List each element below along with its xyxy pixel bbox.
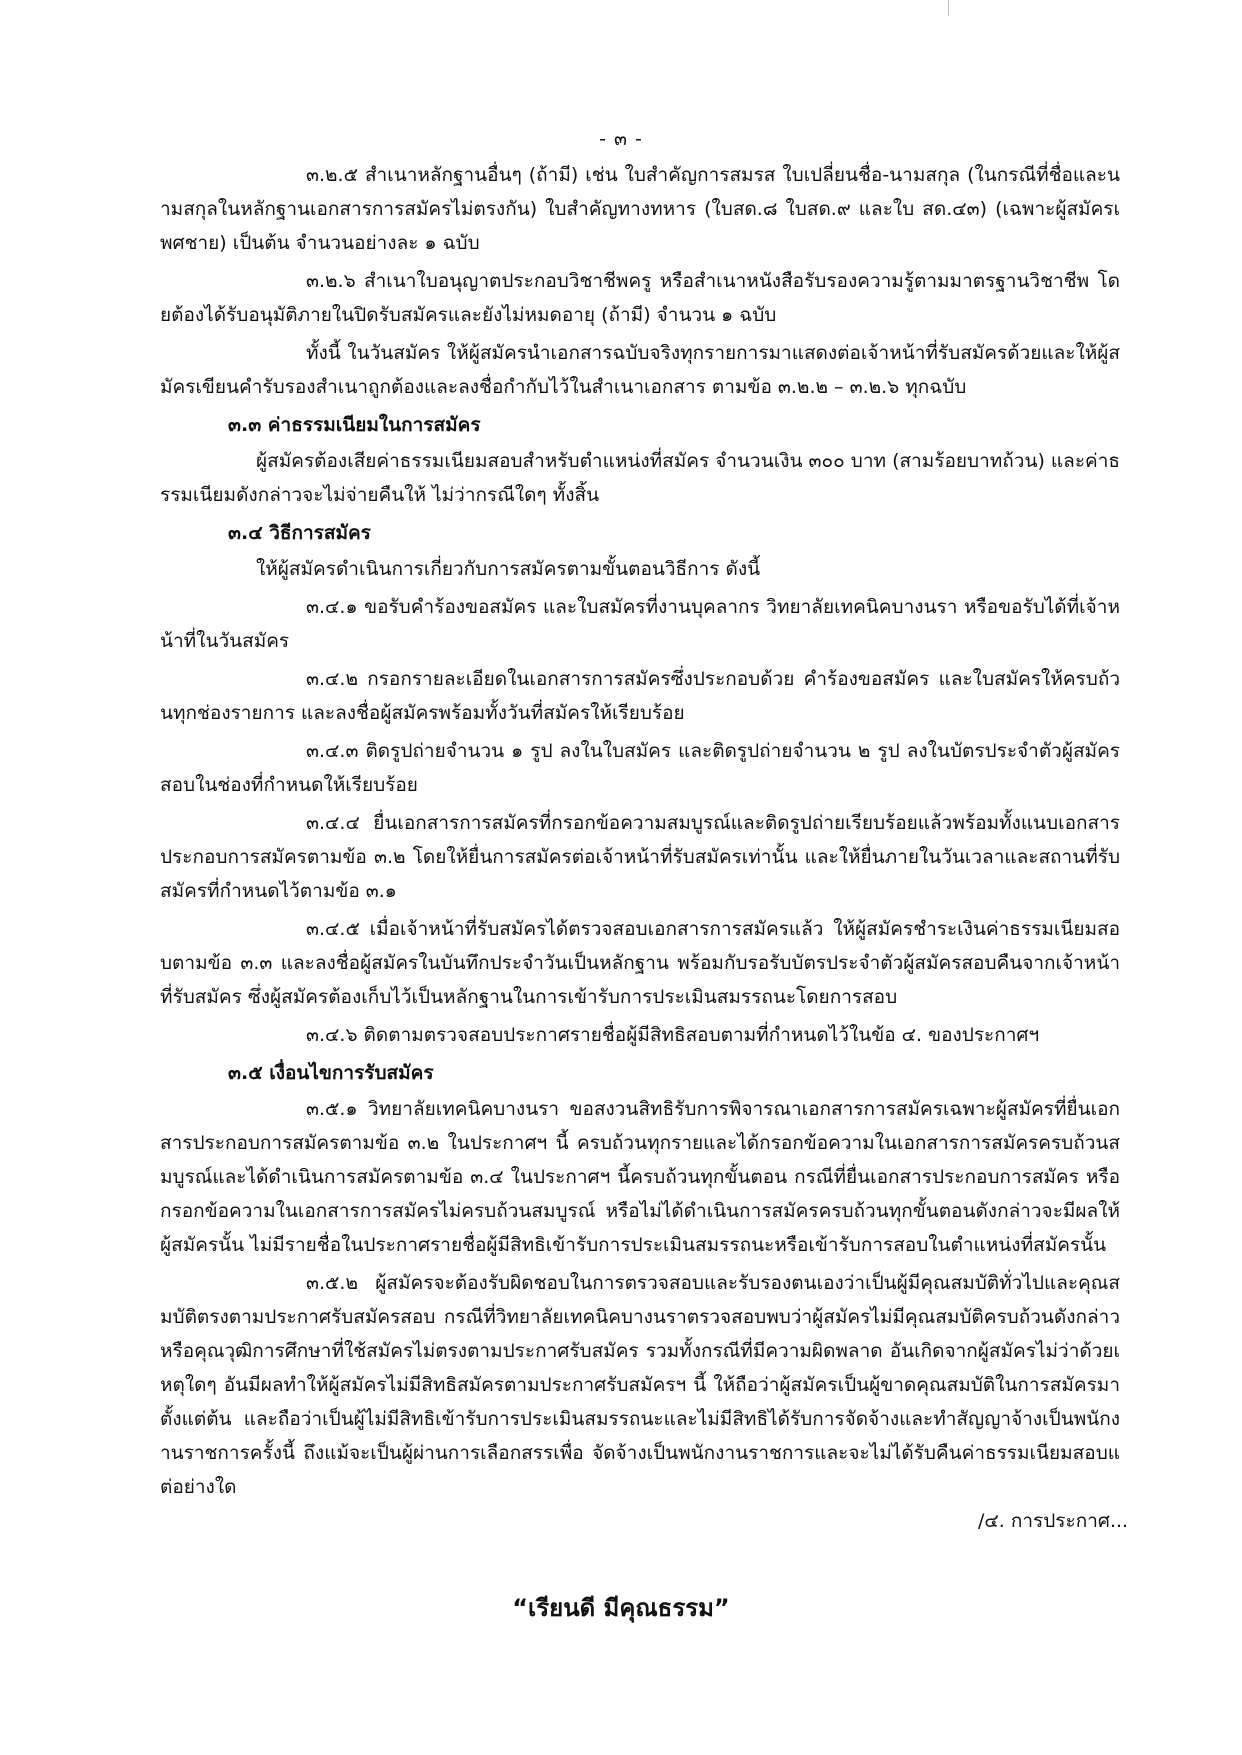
- paragraph-fee: ผู้สมัครต้องเสียค่าธรรมเนียมสอบสำหรับตำแหน่งที่สมัคร จำนวนเงิน ๓๐๐ บาท (สามร้อยบาทถ้วน) และค่าธรรมเนียมดังกล่าวจะไม่จ่ายคืนให้ ไม่ว่ากรณีใดๆ ทั้งสิ้น: [160, 450, 1120, 506]
- heading-3-5-conditions: ๓.๕ เงื่อนไขการรับสมัคร: [228, 1062, 434, 1084]
- paragraph-3-4-4: ๓.๔.๔ ยื่นเอกสารการสมัครที่กรอกข้อความสมบูรณ์และติดรูปถ่ายเรียบร้อยแล้วพร้อมทั้งแนบเอกสารประกอบการสมัครตามข้อ ๓.๒ โดยให้ยื่นการสมัครต่อเจ้าหน้าที่รับสมัครเท่านั้น และให้ยื่นภายในวันเวลาและสถานที่รับสมัครที่กำหนดไว้ตามข้อ ๓.๑: [160, 812, 1120, 902]
- paragraph-3-5-1: ๓.๕.๑ วิทยาลัยเทคนิคบางนรา ขอสงวนสิทธิรับการพิจารณาเอกสารการสมัครเฉพาะผู้สมัครที่ยื่นเอกสารประกอบการสมัครตามข้อ ๓.๒ ในประกาศฯ นี้ ครบถ้วนทุกรายและได้กรอกข้อความในเอกสารการสมัครครบถ้วนสมบูรณ์และได้ดำเนินการสมัครตามข้อ ๓.๔ ในประกาศฯ นี้ครบถ้วนทุกขั้นตอน กรณีที่ยื่นเอกสารประกอบการสมัคร หรือกรอกข้อความในเอกสารการสมัครไม่ครบถ้วนสมบูรณ์ หรือไม่ได้ดำเนินการสมัครครบถ้วนทุกขั้นตอนดังกล่าวจะมีผลให้ผู้สมัครนั้น ไม่มีรายชื่อในประกาศรายชื่อผู้มีสิทธิเข้ารับการประเมินสมรรถนะหรือเข้ารับการสอบในตำแหน่งที่สมัครนั้น: [160, 1098, 1120, 1256]
- paragraph-3-4-6: ๓.๔.๖ ติดตามตรวจสอบประกาศรายชื่อผู้มีสิทธิสอบตามที่กำหนดไว้ในข้อ ๔. ของประกาศฯ: [306, 1024, 1040, 1046]
- page-number: - ๓ -: [599, 128, 643, 150]
- heading-3-4-method: ๓.๔ วิธีการสมัคร: [228, 522, 371, 544]
- document-body: [160, 158, 1120, 1508]
- paragraph-3-4-2: ๓.๔.๒ กรอกรายละเอียดในเอกสารการสมัครซึ่งประกอบด้วย คำร้องขอสมัคร และใบสมัครให้ครบถ้วนทุกช่องรายการ และลงชื่อผู้สมัครพร้อมทั้งวันที่สมัครให้เรียบร้อย: [160, 668, 1120, 724]
- paragraph-3-4-1: ๓.๔.๑ ขอรับคำร้องขอสมัคร และใบสมัครที่งานบุคลากร วิทยาลัยเทคนิคบางนรา หรือขอรับได้ที่เจ้าหน้าที่ในวันสมัคร: [160, 596, 1120, 652]
- heading-3-3-fees: ๓.๓ ค่าธรรมเนียมในการสมัคร: [228, 414, 481, 436]
- paragraph-3-2-6: ๓.๒.๖ สำเนาใบอนุญาตประกอบวิชาชีพครู หรือสำเนาหนังสือรับรองความรู้ตามมาตรฐานวิชาชีพ โดยต้องได้รับอนุมัติภายในปิดรับสมัครและยังไม่หมดอายุ (ถ้ามี) จำนวน ๑ ฉบับ: [160, 270, 1120, 326]
- paragraph-method-intro: ให้ผู้สมัครดำเนินการเกี่ยวกับการสมัครตามขั้นตอนวิธีการ ดังนี้: [256, 558, 761, 580]
- paragraph-original-documents: ทั้งนี้ ในวันสมัคร ให้ผู้สมัครนำเอกสารฉบับจริงทุกรายการมาแสดงต่อเจ้าหน้าที่รับสมัครด้วยและให้ผู้สมัครเขียนคำรับรองสำเนาถูกต้องและลงชื่อกำกับไว้ในสำเนาเอกสาร ตามข้อ ๓.๒.๒ – ๓.๒.๖ ทุกฉบับ: [160, 342, 1120, 398]
- college-motto: “เรียนดี มีคุณธรรม”: [512, 1594, 730, 1622]
- paragraph-3-2-5: ๓.๒.๕ สำเนาหลักฐานอื่นๆ (ถ้ามี) เช่น ใบสำคัญการสมรส ใบเปลี่ยนชื่อ-นามสกุล (ในกรณีที่ชื่อและนามสกุลในหลักฐานเอกสารการสมัครไม่ตรงกัน) ใบสำคัญทางทหาร (ใบสด.๘ ใบสด.๙ และใบ สด.๔๓) (เฉพาะผู้สมัครเพศชาย) เป็นต้น จำนวนอย่างละ ๑ ฉบับ: [160, 164, 1120, 254]
- paragraph-3-4-5: ๓.๔.๕ เมื่อเจ้าหน้าที่รับสมัครได้ตรวจสอบเอกสารการสมัครแล้ว ให้ผู้สมัครชำระเงินค่าธรรมเนียมสอบตามข้อ ๓.๓ และลงชื่อผู้สมัครในบันทึกประจำวันเป็นหลักฐาน พร้อมกับรอรับบัตรประจำตัวผู้สมัครสอบคืนจากเจ้าหน้าที่รับสมัคร ซึ่งผู้สมัครต้องเก็บไว้เป็นหลักฐานในการเข้ารับการประเมินสมรรถนะโดยการสอบ: [160, 918, 1120, 1008]
- paragraph-3-4-3: ๓.๔.๓ ติดรูปถ่ายจำนวน ๑ รูป ลงในใบสมัคร และติดรูปถ่ายจำนวน ๒ รูป ลงในบัตรประจำตัวผู้สมัครสอบในช่องที่กำหนดให้เรียบร้อย: [160, 740, 1120, 796]
- paragraph-3-5-2: ๓.๕.๒ ผู้สมัครจะต้องรับผิดชอบในการตรวจสอบและรับรองตนเองว่าเป็นผู้มีคุณสมบัติทั่วไปและคุณสมบัติตรงตามประกาศรับสมัครสอบ กรณีที่วิทยาลัยเทคนิคบางนราตรวจสอบพบว่าผู้สมัครไม่มีคุณสมบัติครบถ้วนดังกล่าว หรือคุณวุฒิการศึกษาที่ใช้สมัครไม่ตรงตามประกาศรับสมัคร รวมทั้งกรณีที่มีความผิดพลาด อันเกิดจากผู้สมัครไม่ว่าด้วยเหตุใดๆ อันมีผลทำให้ผู้สมัครไม่มีสิทธิสมัครตามประกาศรับสมัครฯ นี้ ให้ถือว่าผู้สมัครเป็นผู้ขาดคุณสมบัติในการสมัครมาตั้งแต่ต้น และถือว่าเป็นผู้ไม่มีสิทธิเข้ารับการประเมินสมรรถนะและไม่มีสิทธิได้รับการจัดจ้างและทำสัญญาจ้างเป็นพนักงานราชการครั้งนี้ ถึงแม้จะเป็นผู้ผ่านการเลือกสรรเพื่อ จัดจ้างเป็นพนักงานราชการและจะไม่ได้รับคืนค่าธรรมเนียมสอบแต่อย่างใด: [160, 1272, 1120, 1498]
- next-page-reference: /๔. การประกาศ...: [978, 1510, 1129, 1532]
- scan-edge-mark: [948, 0, 949, 16]
